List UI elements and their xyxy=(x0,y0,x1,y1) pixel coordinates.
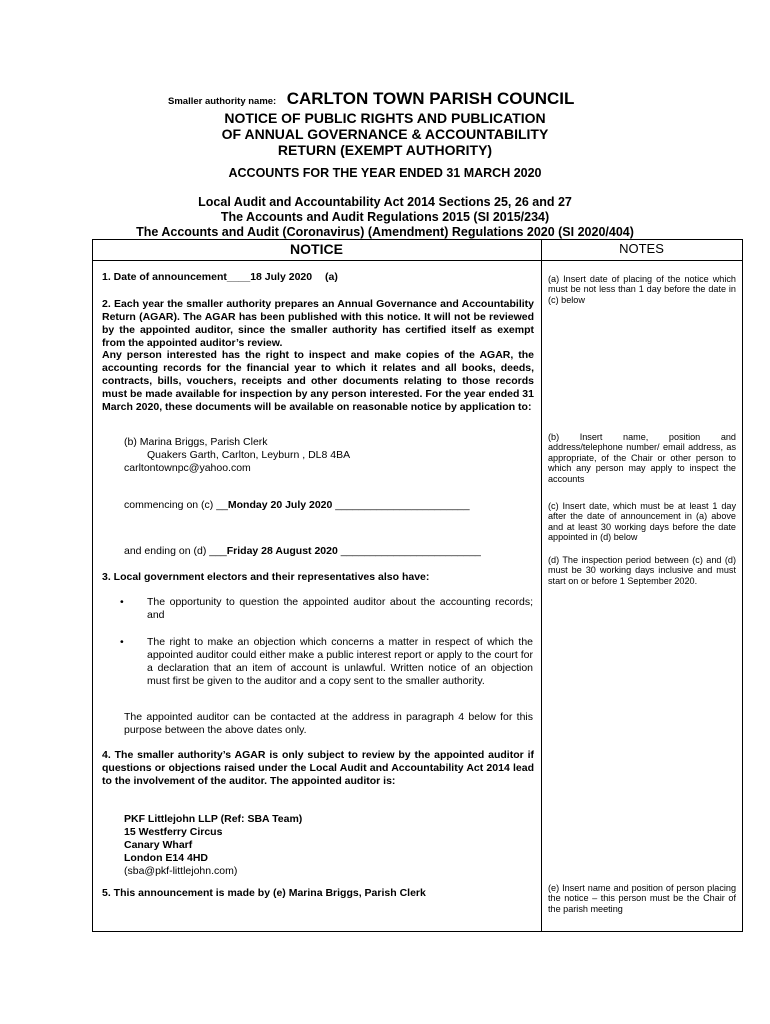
legislation-line-2: The Accounts and Audit Regulations 2015 (SI 2015/234) xyxy=(220,210,550,224)
notes-column-header: NOTES xyxy=(619,241,664,256)
title-line-1: NOTICE OF PUBLIC RIGHTS AND PUBLICATION xyxy=(224,110,546,126)
commencing-date-line xyxy=(124,499,470,512)
auditor-email: (sba@pkf-littlejohn.com) xyxy=(124,865,238,877)
paragraph-2-agar: 2. Each year the smaller authority prepares an Annual Governance and Accountability Return (AGAR). The AGAR has been published with this notice. It will not be reviewed by the appointed auditor, since the smaller authority has certified itself as exempt from the appointed auditor’s review. xyxy=(102,298,534,349)
bullet-marker-2: • xyxy=(120,636,124,648)
note-c: (c) Insert date, which must be at least 1 day after the date of announcement in (a) above and at least 30 working days before the date appointed in (d) below xyxy=(548,501,736,543)
authority-name: CARLTON TOWN PARISH COUNCIL xyxy=(286,89,575,108)
commencing-date: Monday 20 July 2020 xyxy=(227,499,333,511)
note-d: (d) The inspection period between (c) and (d) must be 30 working days inclusive and must start on or before 1 September 2020. xyxy=(548,555,736,586)
paragraph-2-rights: Any person interested has the right to inspect and make copies of the AGAR, the accounting records for the financial year to which it relates and all books, deeds, contracts, bills, vouchers, receipts and other documents relating to those records must be made available for inspection by any person interested. For the year ended 31 March 2020, these documents will be available on reasonable notice by application to: xyxy=(102,349,534,413)
table-left-border xyxy=(92,239,93,932)
paragraph-3-heading: 3. Local government electors and their representatives also have: xyxy=(102,571,430,583)
contact-email: carltontownpc@yahoo.com xyxy=(124,462,251,474)
auditor-contact-note: The appointed auditor can be contacted at the address in paragraph 4 below for this purpose between the above dates only. xyxy=(124,711,533,736)
paragraph-5: 5. This announcement is made by (e) Marina Briggs, Parish Clerk xyxy=(102,887,426,899)
bullet-1-text: The opportunity to question the appointed auditor about the accounting records; and xyxy=(147,596,533,621)
contact-name: (b) Marina Briggs, Parish Clerk xyxy=(124,436,268,448)
table-top-border xyxy=(92,239,743,240)
ending-suffix: ________________________ xyxy=(337,545,481,557)
commencing-suffix: _______________________ xyxy=(332,499,470,511)
table-right-border xyxy=(742,239,743,932)
note-b: (b) Insert name, position and address/telephone number/ email address, as appropriate, of the Chair or other person to which any person may apply to inspect the accounts xyxy=(548,432,736,484)
title-line-2: OF ANNUAL GOVERNANCE & ACCOUNTABILITY xyxy=(221,126,549,142)
auditor-name: PKF Littlejohn LLP (Ref: SBA Team) xyxy=(124,813,303,825)
accounts-year-line: ACCOUNTS FOR THE YEAR ENDED 31 MARCH 2020 xyxy=(228,166,542,180)
auditor-address-2: Canary Wharf xyxy=(124,839,193,851)
ending-date-line xyxy=(124,545,481,558)
date-of-announcement-label: 1. Date of announcement____18 July 2020 xyxy=(102,271,313,283)
note-e: (e) Insert name and position of person placing the notice – this person must be the Chair of the parish meeting xyxy=(548,883,736,914)
title-line-3: RETURN (EXEMPT AUTHORITY) xyxy=(277,142,493,158)
authority-name-line xyxy=(168,89,574,109)
paragraph-4: 4. The smaller authority’s AGAR is only subject to review by the appointed auditor if questions or objections raised under the Local Audit and Accountability Act 2014 lead to the involvement of the auditor. The appointed auditor is: xyxy=(102,749,534,787)
ending-prefix: and ending on (d) ___ xyxy=(124,545,227,557)
date-of-announcement xyxy=(102,271,338,284)
table-column-divider xyxy=(541,239,542,932)
legislation-line-3: The Accounts and Audit (Coronavirus) (Amendment) Regulations 2020 (SI 2020/404) xyxy=(136,225,634,239)
authority-name-label: Smaller authority name: xyxy=(168,96,277,107)
ending-date: Friday 28 August 2020 xyxy=(226,545,338,557)
contact-address: Quakers Garth, Carlton, Leyburn , DL8 4BA xyxy=(147,449,351,461)
bullet-2-text: The right to make an objection which concerns a matter in respect of which the appointed auditor could either make a public interest report or apply to the court for a declaration that an item of account is unlawful. Written notice of an objection must first be given to the auditor and a copy sent to the smaller authority. xyxy=(147,636,533,687)
commencing-prefix: commencing on (c) __ xyxy=(124,499,228,511)
note-a: (a) Insert date of placing of the notice which must be not less than 1 day before the date in (c) below xyxy=(548,274,736,305)
date-of-announcement-ref: (a) xyxy=(325,271,338,283)
auditor-address-3: London E14 4HD xyxy=(124,852,209,864)
legislation-line-1: Local Audit and Accountability Act 2014 Sections 25, 26 and 27 xyxy=(198,195,572,209)
table-header-divider xyxy=(92,260,743,261)
bullet-marker-1: • xyxy=(120,596,124,608)
auditor-address-1: 15 Westferry Circus xyxy=(124,826,223,838)
notice-column-header: NOTICE xyxy=(290,241,343,257)
table-bottom-border xyxy=(92,931,743,932)
